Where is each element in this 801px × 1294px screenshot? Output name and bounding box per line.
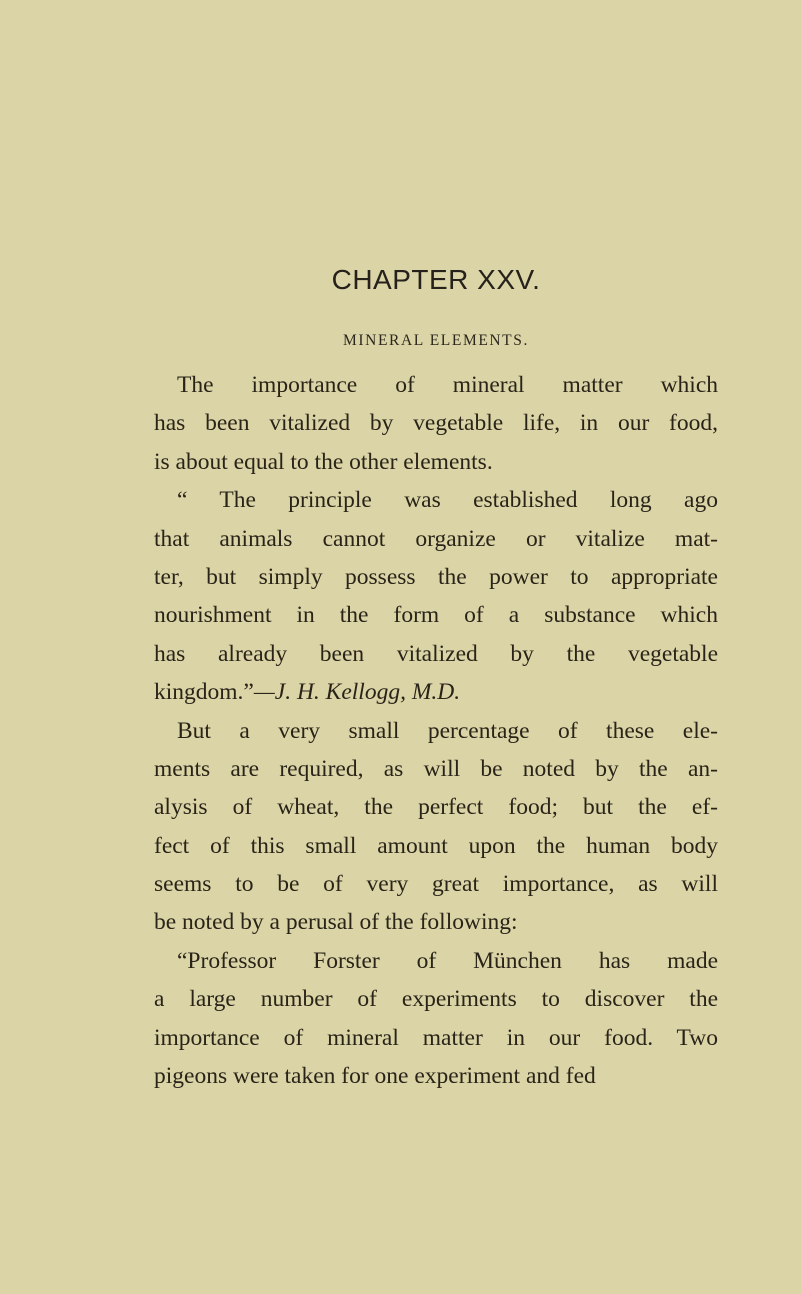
text-line: seems to be of very great importance, as will <box>154 871 718 898</box>
text-line: nourishment in the form of a substance which <box>154 602 718 629</box>
text-line: that animals cannot organize or vitalize mat- <box>154 525 718 552</box>
text-line: “Professor Forster of München has made <box>177 947 718 974</box>
text-line: fect of this small amount upon the human body <box>154 832 718 859</box>
text-line: alysis of wheat, the perfect food; but the ef- <box>154 794 718 821</box>
text-line: But a very small percentage of these ele- <box>177 717 718 744</box>
text-line: pigeons were taken for one experiment and fed <box>154 1063 596 1090</box>
text-line: has been vitalized by vegetable life, in our food, <box>154 410 718 437</box>
text-line: a large number of experiments to discover the <box>154 986 718 1013</box>
body-text <box>154 366 718 1095</box>
text-fragment: kingdom.” <box>154 679 254 706</box>
text-line: “ The principle was established long ago <box>177 487 718 514</box>
text-line: has already been vitalized by the vegetable <box>154 640 718 667</box>
section-title: MINERAL ELEMENTS. <box>343 332 529 349</box>
attribution: —J. H. Kellogg, M.D. <box>253 679 461 706</box>
text-line: ments are required, as will be noted by the an- <box>154 755 718 782</box>
text-line: importance of mineral matter in our food. Two <box>154 1024 718 1051</box>
chapter-title: CHAPTER XXV. <box>331 264 541 295</box>
text-line: ter, but simply possess the power to appropriate <box>154 563 718 590</box>
text-line: The importance of mineral matter which <box>177 372 718 398</box>
quote-attribution-line <box>154 673 718 711</box>
text-line: is about equal to the other elements. <box>154 448 493 475</box>
text-line: be noted by a perusal of the following: <box>154 909 518 936</box>
